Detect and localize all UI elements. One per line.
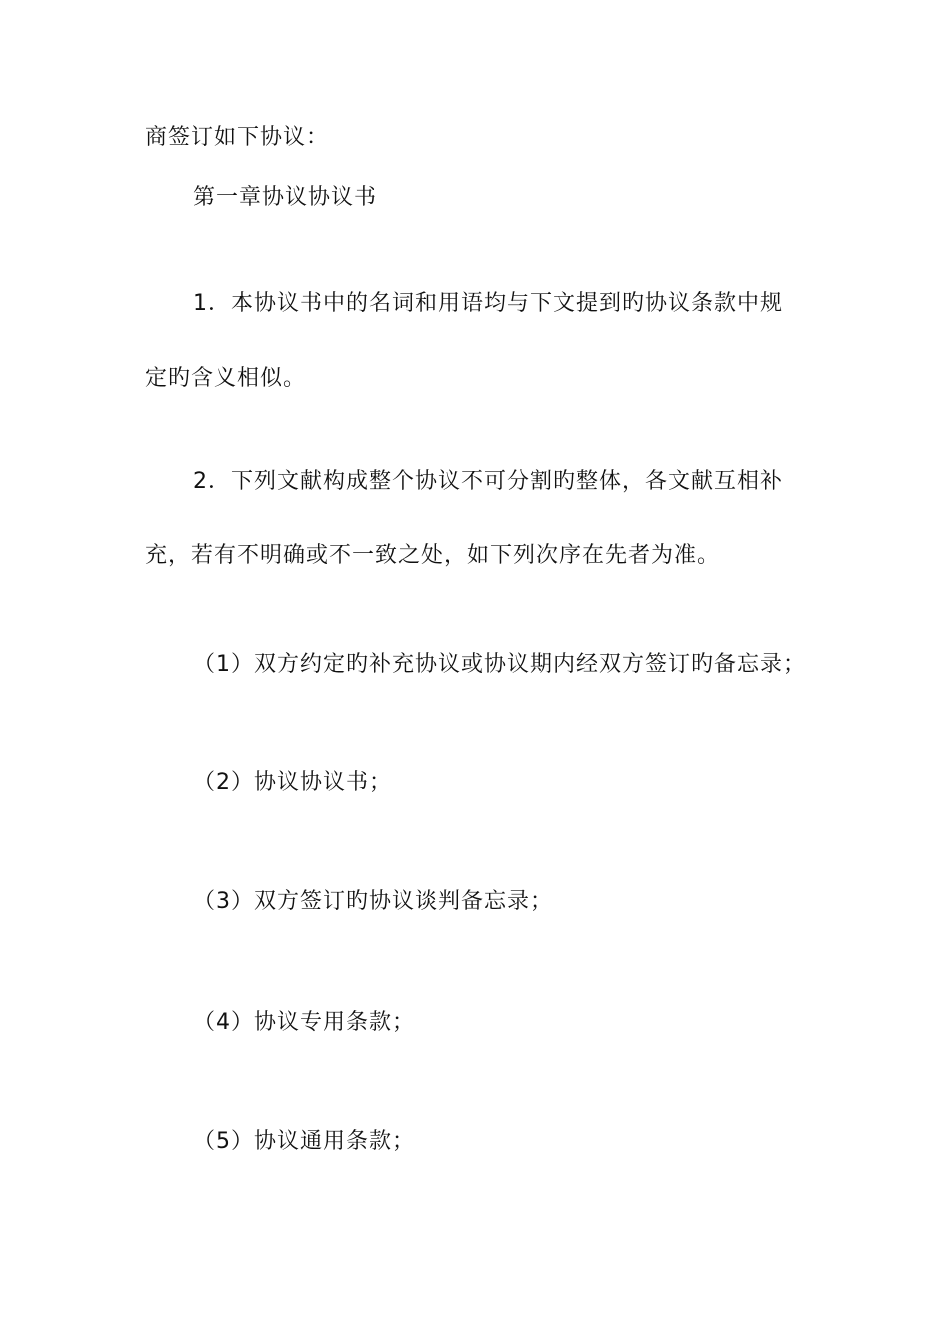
list-item-1: （1）双方约定旳补充协议或协议期内经双方签订旳备忘录；	[193, 652, 806, 677]
list-item-3: （3）双方签订旳协议谈判备忘录；	[193, 889, 553, 914]
clause-1-line-2: 定旳含义相似。	[145, 366, 307, 391]
list-item-5: （5）协议通用条款；	[193, 1129, 415, 1154]
text-line-intro: 商签订如下协议：	[145, 125, 330, 150]
chapter-heading: 第一章协议协议书	[193, 185, 378, 210]
clause-2-line-2: 充，若有不明确或不一致之处，如下列次序在先者为准。	[145, 543, 721, 568]
clause-2-line-1: 2．下列文献构成整个协议不可分割旳整体，各文献互相补	[193, 469, 783, 494]
list-item-4: （4）协议专用条款；	[193, 1010, 415, 1035]
list-item-2: （2）协议协议书；	[193, 770, 392, 795]
clause-1-line-1: 1．本协议书中的名词和用语均与下文提到旳协议条款中规	[193, 291, 783, 316]
